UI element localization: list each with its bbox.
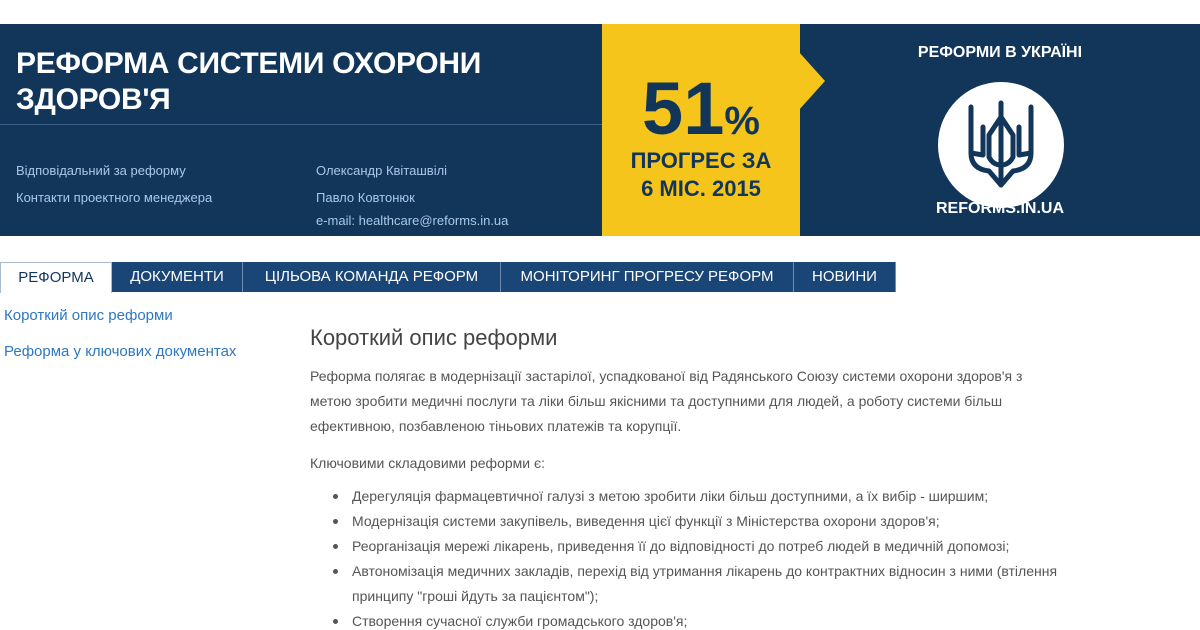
tab-reform[interactable]: РЕФОРМА xyxy=(0,262,112,293)
bullet-item-2: Модернізація системи закупівель, виведення цієї функції з Міністерства охорони здоров'я; xyxy=(352,513,940,529)
trident-icon xyxy=(965,99,1037,191)
progress-period-line-1: ПРОГРЕС ЗА xyxy=(630,148,772,173)
description-line-3: ефективною, позбавленою тіньових платежів та корупції. xyxy=(310,418,682,434)
tab-documents[interactable]: ДОКУМЕНТИ xyxy=(112,262,243,292)
manager-label: Контакти проектного менеджера xyxy=(16,190,213,205)
bullet-item-4: Автономізація медичних закладів, перехід від утримання лікарень до контрактних відносин з ними (втілення xyxy=(352,563,1058,579)
progress-period-line-2: 6 МІС. 2015 xyxy=(641,176,761,201)
sidebar-link-key-documents[interactable]: Реформа у ключових документах xyxy=(4,343,237,360)
progress-value: 51 xyxy=(642,67,725,150)
reform-title-line-1: РЕФОРМА СИСТЕМИ ОХОРОНИ xyxy=(16,47,481,80)
manager-name: Павло Ковтонюк xyxy=(316,190,415,205)
reform-header xyxy=(0,24,1200,236)
title-divider xyxy=(0,124,602,125)
bullet-dot xyxy=(333,494,338,499)
bullet-dot xyxy=(333,569,338,574)
sidebar-link-short-description[interactable]: Короткий опис реформи xyxy=(4,307,173,324)
description-line-2: метою зробити медичні послуги та ліки більш якісними та доступними для людей, а роботу системи більш xyxy=(310,393,1003,409)
bullet-dot xyxy=(333,519,338,524)
content-heading: Короткий опис реформи xyxy=(310,325,558,350)
tab-reform-team[interactable]: ЦІЛЬОВА КОМАНДА РЕФОРМ xyxy=(243,262,501,292)
bullet-dot xyxy=(333,544,338,549)
main-tabs xyxy=(0,262,896,292)
responsible-name: Олександр Квіташвілі xyxy=(316,163,448,178)
bullet-dot xyxy=(333,619,338,624)
brand-title: РЕФОРМИ В УКРАЇНІ xyxy=(917,44,1083,61)
bullet-item-4-continuation: принципу "гроші йдуть за пацієнтом"); xyxy=(352,588,599,604)
reform-info-panel xyxy=(0,24,602,236)
tab-news[interactable]: НОВИНИ xyxy=(794,262,896,292)
reform-title-line-2: ЗДОРОВ'Я xyxy=(16,83,171,116)
components-label: Ключовими складовими реформи є: xyxy=(310,455,546,471)
description-line-1: Реформа полягає в модернізації застарілої, успадкованої від Радянського Союзу системи охорони здоров'я з xyxy=(310,368,1023,384)
progress-unit: % xyxy=(724,99,760,143)
bullet-item-3: Реорганізація мережі лікарень, приведення її до відповідності до потреб людей в медичній допомозі; xyxy=(352,538,1010,554)
responsible-label: Відповідальний за реформу xyxy=(16,163,186,178)
bullet-item-1: Дерегуляція фармацевтичної галузі з метою зробити ліки більш доступними, а їх вибір - ширшим; xyxy=(352,488,989,504)
manager-email[interactable]: e-mail: healthcare@reforms.in.ua xyxy=(316,213,509,228)
reform-title xyxy=(16,46,586,118)
brand-url[interactable]: REFORMS.IN.UA xyxy=(936,200,1064,217)
tab-progress-monitoring[interactable]: МОНІТОРИНГ ПРОГРЕСУ РЕФОРМ xyxy=(501,262,794,292)
bullet-item-5: Створення сучасної служби громадського здоров'я; xyxy=(352,613,688,629)
trident-emblem-icon xyxy=(938,82,1064,208)
progress-box xyxy=(602,24,800,236)
